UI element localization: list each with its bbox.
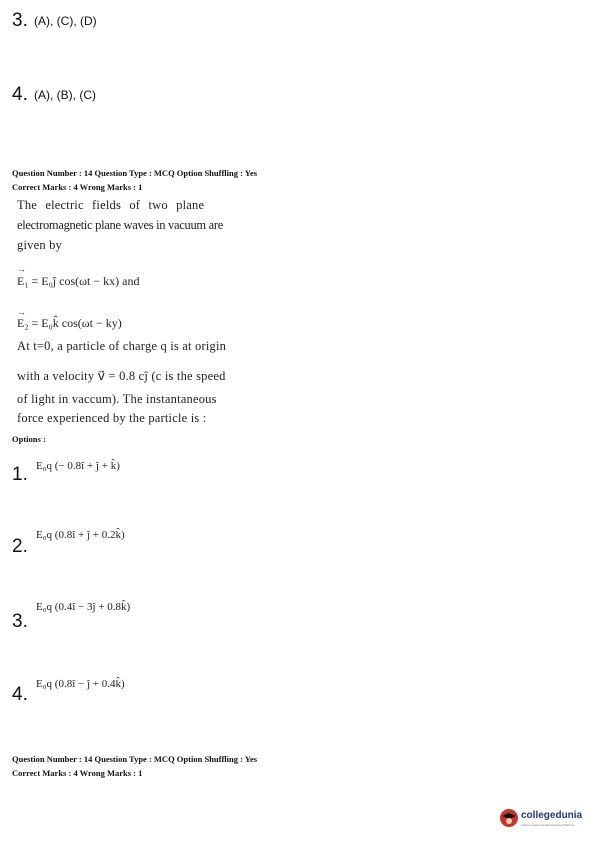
question-text-line6: of light in vaccum). The instantaneous — [17, 392, 217, 406]
option-4-expr[interactable]: E₀q (0.8î − ĵ + 0.4k̂) — [36, 678, 125, 690]
option-4-number: 4. — [12, 684, 28, 705]
option-3-number: 3. — [12, 611, 28, 632]
equation-e2: E₂ = E₀k̂ cos(ωt − ky) — [17, 316, 122, 330]
question-meta-line1: Question Number : 14 Question Type : MCQ Option Shuffling : Yes — [12, 168, 258, 178]
prev-option-4-text: (A), (B), (C) — [34, 88, 96, 102]
next-question-meta-line1: Question Number : 14 Question Type : MCQ Option Shuffling : Yes — [12, 754, 258, 764]
option-1-expr[interactable]: E₀q (− 0.8î + ĵ + k̂) — [36, 460, 120, 472]
logo-name: collegedunia — [521, 810, 583, 821]
collegedunia-logo — [500, 806, 590, 830]
prev-option-4-number: 4. — [12, 84, 28, 105]
prev-option-3-text: (A), (C), (D) — [34, 14, 97, 28]
question-text-line1: The electric fields of two plane — [17, 198, 205, 212]
question-text-line7: force experienced by the particle is : — [17, 411, 207, 425]
equation-e1: E₁ = E₀ĵ cos(ωt − kx) and — [17, 274, 140, 288]
question-text-line3: given by — [17, 238, 62, 252]
option-2-expr[interactable]: E₀q (0.8î + ĵ + 0.2k̂) — [36, 529, 125, 541]
question-text-line4: At t=0, a particle of charge q is at origin — [17, 339, 227, 353]
prev-option-3-number: 3. — [12, 10, 28, 31]
vector-arrow-icon: → — [17, 264, 26, 274]
logo-tagline: India's Largest Student Review Platform — [521, 823, 575, 827]
option-2-number: 2. — [12, 536, 28, 557]
question-text-line5: with a velocity v⃗ = 0.8 cĵ (c is the speed — [17, 369, 226, 383]
option-3-expr[interactable]: E₀q (0.4î − 3ĵ + 0.8k̂) — [36, 601, 131, 613]
question-meta-line2: Correct Marks : 4 Wrong Marks : 1 — [12, 182, 143, 192]
option-1-number: 1. — [12, 464, 28, 485]
next-question-meta-line2: Correct Marks : 4 Wrong Marks : 1 — [12, 768, 143, 778]
vector-arrow-icon: → — [17, 307, 26, 317]
question-text-line2: electromagnetic plane waves in vacuum are — [17, 218, 223, 232]
graduation-cap-icon — [500, 809, 518, 827]
options-label: Options : — [12, 434, 46, 444]
